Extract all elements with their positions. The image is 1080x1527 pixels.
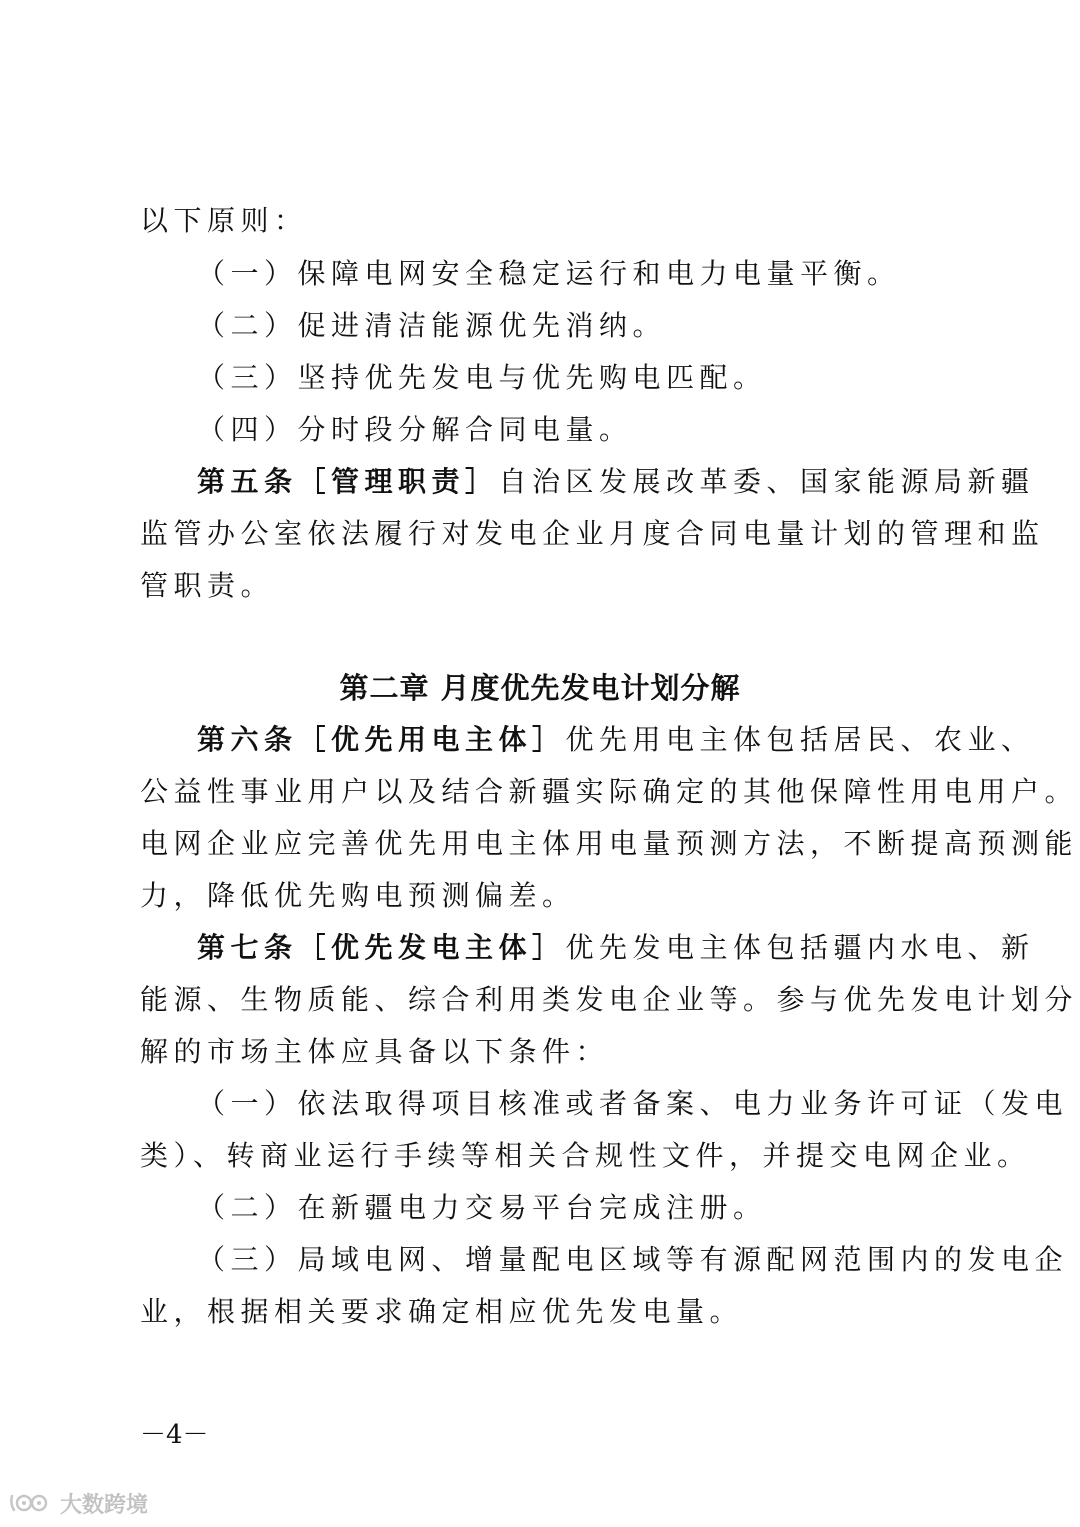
principle-item-2: （二）促进清洁能源优先消纳。: [197, 309, 667, 342]
page-number: －4－: [140, 1420, 209, 1450]
watermark-text: 大数跨境: [60, 1492, 149, 1518]
article-5-label: 第五条［管理职责］: [197, 465, 499, 498]
article-6-line-1: [197, 720, 1035, 760]
principle-item-4: （四）分时段分解合同电量。: [197, 413, 633, 446]
watermark: [8, 1488, 148, 1518]
condition-item-2: （二）在新疆电力交易平台完成注册。: [197, 1191, 767, 1224]
condition-item-1: （一）依法取得项目核准或者备案、电力业务许可证（发电: [197, 1087, 1069, 1120]
watermark-logo-icon: [8, 1490, 54, 1516]
article-6-label: 第六条［优先用电主体］: [197, 723, 566, 756]
condition-item-3: （三）局域电网、增量配电区域等有源配网范围内的发电企: [197, 1243, 1069, 1276]
article-6-line-3: 电网企业应完善优先用电主体用电量预测方法，不断提高预测能: [140, 827, 1079, 860]
chapter-heading: 第二章 月度优先发电计划分解: [339, 671, 741, 705]
article-6-line-4: 力，降低优先购电预测偏差。: [140, 879, 576, 912]
article-7-line-1: [197, 928, 1035, 968]
article-7-line-2: 能源、生物质能、综合利用类发电企业等。参与优先发电计划分: [140, 983, 1079, 1016]
article-7-label: 第七条［优先发电主体］: [197, 931, 566, 964]
principle-item-1: （一）保障电网安全稳定运行和电力电量平衡。: [197, 257, 901, 290]
condition-item-1-cont: 类）、转商业运行手续等相关合规性文件，并提交电网企业。: [140, 1139, 1031, 1172]
article-6-text: 优先用电主体包括居民、农业、: [565, 723, 1035, 756]
article-7-text: 优先发电主体包括疆内水电、新: [565, 931, 1035, 964]
article-5-text: 自治区发展改革委、国家能源局新疆: [498, 465, 1035, 498]
condition-item-3-cont: 业，根据相关要求确定相应优先发电量。: [140, 1295, 744, 1328]
article-5-line-3: 管职责。: [140, 569, 275, 602]
principle-item-3: （三）坚持优先发电与优先购电匹配。: [197, 361, 767, 394]
article-5-line-1: [197, 462, 1035, 502]
article-5-line-2: 监管办公室依法履行对发电企业月度合同电量计划的管理和监: [140, 517, 1045, 550]
text-line: 以下原则：: [140, 204, 308, 237]
article-7-line-3: 解的市场主体应具备以下条件：: [140, 1035, 610, 1068]
article-6-line-2: 公益性事业用户以及结合新疆实际确定的其他保障性用电用户。: [140, 775, 1079, 808]
